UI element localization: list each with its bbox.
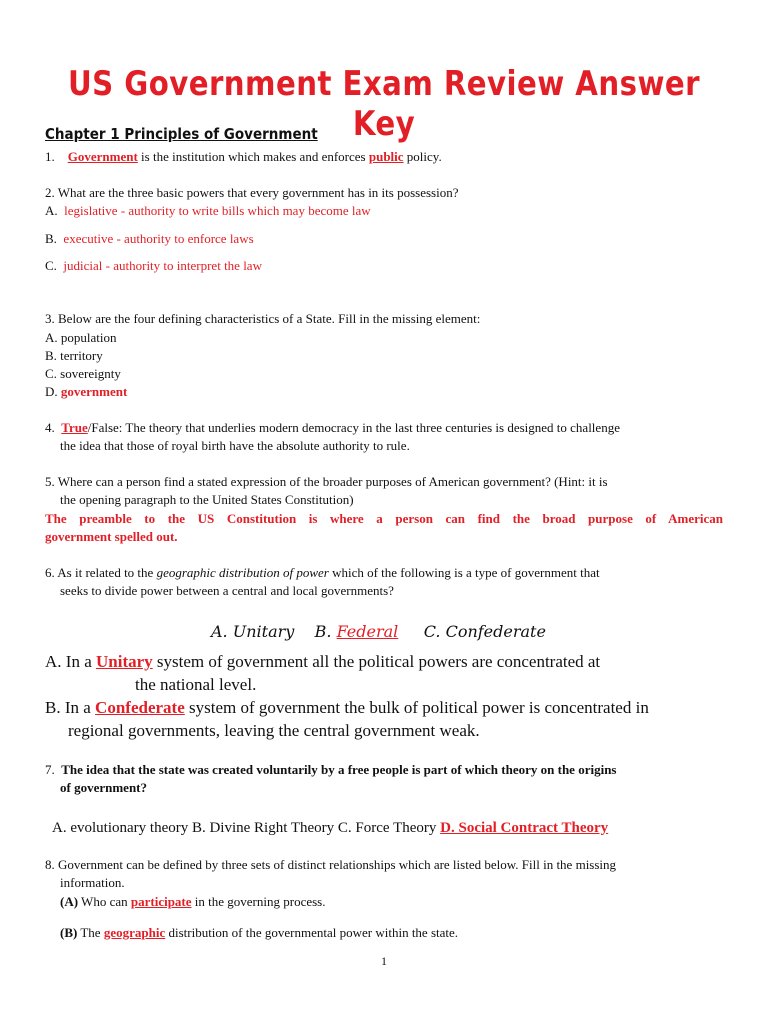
q7-choices: A. evolutionary theory B. Divine Right Theory C. Force Theory D. Social Contract Theory [52, 820, 609, 836]
q3-item-d: D. government [45, 384, 128, 399]
answer-confederate: Confederate [95, 698, 185, 717]
q2-answer-a: A. legislative - authority to write bills which may become law [45, 203, 371, 218]
answer-participate: participate [130, 894, 192, 909]
question-8: 8. Government can be defined by three sets of distinct relationships which are listed below. Fill in the missing [45, 857, 617, 872]
q5-answer-line1: The preamble to the US Constitution is where a person can find the broad purpose of American [45, 511, 723, 526]
page-number: 1 [381, 954, 387, 968]
q6-confederate-line2: regional governments, leaving the central government weak. [68, 721, 480, 740]
page-title: US Government Exam Review Answer Key [67, 64, 701, 144]
answer-government-element: government [60, 384, 128, 399]
q3-item-a: A. population [45, 330, 117, 345]
answer-geographic: geographic [103, 925, 166, 940]
answer-social-contract: D. Social Contract Theory [440, 820, 609, 836]
answer-true: True [61, 420, 88, 435]
question-2: 2. What are the three basic powers that every government has in its possession? [45, 185, 459, 200]
q5-answer-line2: government spelled out. [45, 529, 178, 544]
q8-item-b: (B) The geographic distribution of the governmental power within the state. [60, 925, 459, 940]
question-7-line2: of government? [60, 780, 148, 795]
q3-item-b: B. territory [45, 348, 103, 363]
answer-unitary: Unitary [95, 652, 153, 671]
q3-item-c: C. sovereignty [45, 366, 121, 381]
answer-public: public [368, 149, 404, 164]
question-4-line2: the idea that those of royal birth have the absolute authority to rule. [60, 438, 410, 453]
q6-choices: A. Unitary B. Federal C. Confederate [211, 622, 546, 641]
question-7: 7. The idea that the state was created voluntarily by a free people is part of which theory on the origins [45, 762, 617, 777]
question-6-line2: seeks to divide power between a central and local governments? [60, 583, 394, 598]
question-1: 1. Government is the institution which makes and enforces public policy. [45, 149, 442, 164]
question-5: 5. Where can a person find a stated expression of the broader purposes of American government? (Hint: it is [45, 474, 608, 489]
question-4: 4. True/False: The theory that underlies modern democracy in the last three centuries is designed to challenge [45, 420, 620, 435]
chapter-heading: Chapter 1 Principles of Government [45, 125, 318, 143]
question-3: 3. Below are the four defining characteristics of a State. Fill in the missing element: [45, 311, 481, 326]
q8-item-a: (A) Who can participate in the governing process. [60, 894, 326, 909]
question-5-line2: the opening paragraph to the United States Constitution) [60, 492, 354, 507]
question-8-line2: information. [60, 875, 125, 890]
q2-answer-c: C. judicial - authority to interpret the law [45, 258, 262, 273]
q6-unitary-explanation: A. In a Unitary system of government all the political powers are concentrated at [45, 652, 601, 671]
q2-answer-b: B. executive - authority to enforce laws [45, 231, 254, 246]
answer-government: Government [67, 149, 138, 164]
q6-unitary-line2: the national level. [135, 675, 257, 694]
q6-confederate-explanation: B. In a Confederate system of government the bulk of political power is concentrated in [45, 698, 649, 717]
question-6: 6. As it related to the geographic distribution of power which of the following is a type of government that [45, 565, 600, 580]
answer-federal: Federal [336, 622, 399, 641]
